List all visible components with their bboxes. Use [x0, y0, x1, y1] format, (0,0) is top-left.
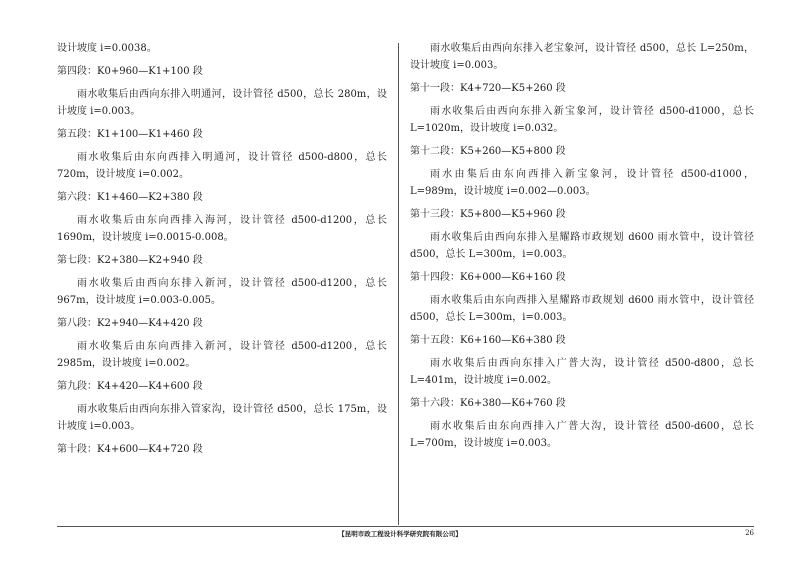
paragraph: 雨水收集后由西向东排入老宝象河，设计管径 d500，总长 L=250m，设计坡度 i=0.003。 — [410, 43, 754, 71]
paragraph: 雨水收集后由东向西排入广普大沟，设计管径 d500-d600，总长 L=700m，设计坡度 i=0.003。 — [410, 421, 754, 449]
right-column — [410, 40, 754, 458]
section-heading: 第九段：K4+420—K4+600 段 — [57, 381, 203, 392]
left-column — [57, 40, 387, 464]
section-heading: 第十段：K4+600—K4+720 段 — [57, 444, 203, 455]
paragraph: 雨水收集后由东向西排入新河，设计管径 d500-d1200，总长 2985m，设计坡度 i=0.002。 — [57, 341, 387, 369]
paragraph: 雨水收集后由西向东排入广普大沟，设计管径 d500-d800，总长 L=401m，设计坡度 i=0.002。 — [410, 358, 754, 386]
paragraph-continuation: 设计坡度 i=0.0038。 — [57, 43, 157, 54]
column-divider — [398, 43, 399, 525]
paragraph: 雨水收集后由东向西排入星耀路市政规划 d600 雨水管中，设计管径 d500，总长 L=300m，i=0.003。 — [410, 295, 754, 323]
section-heading: 第十六段：K6+380—K6+760 段 — [410, 398, 566, 409]
section-heading: 第六段：K1+460—K2+380 段 — [57, 192, 203, 203]
section-heading: 第十三段：K5+800—K5+960 段 — [410, 209, 566, 220]
paragraph: 雨水收集后由东向西排入明通河，设计管径 d500-d800，总长 720m，设计坡度 i=0.002。 — [57, 152, 387, 180]
section-heading: 第四段：K0+960—K1+100 段 — [57, 66, 203, 77]
paragraph: 雨水由集后由东向西排入新宝象河，设计管径 d500-d1000，L=989m，设计坡度 i=0.002—0.003。 — [410, 169, 754, 197]
section-heading: 第十五段：K6+160—K6+380 段 — [410, 335, 566, 346]
section-heading: 第十一段：K4+720—K5+260 段 — [410, 83, 566, 94]
paragraph: 雨水收集后由西向东排入管家沟，设计管径 d500，总长 175m，设计坡度 i=0.003。 — [57, 404, 387, 432]
section-heading: 第十二段：K5+260—K5+800 段 — [410, 146, 566, 157]
page-number: 26 — [745, 529, 754, 537]
paragraph: 雨水收集后由西向东排入明通河，设计管径 d500，总长 280m，设计坡度 i=0.003。 — [57, 89, 387, 117]
paragraph: 雨水收集后由东向西排入海河，设计管径 d500-d1200，总长 1690m，设计坡度 i=0.0015-0.008。 — [57, 215, 387, 243]
paragraph: 雨水收集后由西向东排入新河，设计管径 d500-d1200，总长 967m，设计坡度 i=0.003-0.005。 — [57, 278, 387, 306]
section-heading: 第八段：K2+940—K4+420 段 — [57, 318, 203, 329]
paragraph: 雨水收集后由西向东排入新宝象河，设计管径 d500-d1000，总长 L=1020m，设计坡度 i=0.032。 — [410, 106, 754, 134]
footer-organization: 【昆明市政工程设计科学研究院有限公司】 — [338, 530, 462, 538]
section-heading: 第五段：K1+100—K1+460 段 — [57, 129, 203, 140]
section-heading: 第七段：K2+380—K2+940 段 — [57, 255, 203, 266]
paragraph: 雨水收集后由西向东排入星耀路市政规划 d600 雨水管中，设计管径 d500，总长 L=300m，i=0.003。 — [410, 232, 754, 260]
section-heading: 第十四段：K6+000—K6+160 段 — [410, 272, 566, 283]
footer-rule — [57, 526, 754, 527]
